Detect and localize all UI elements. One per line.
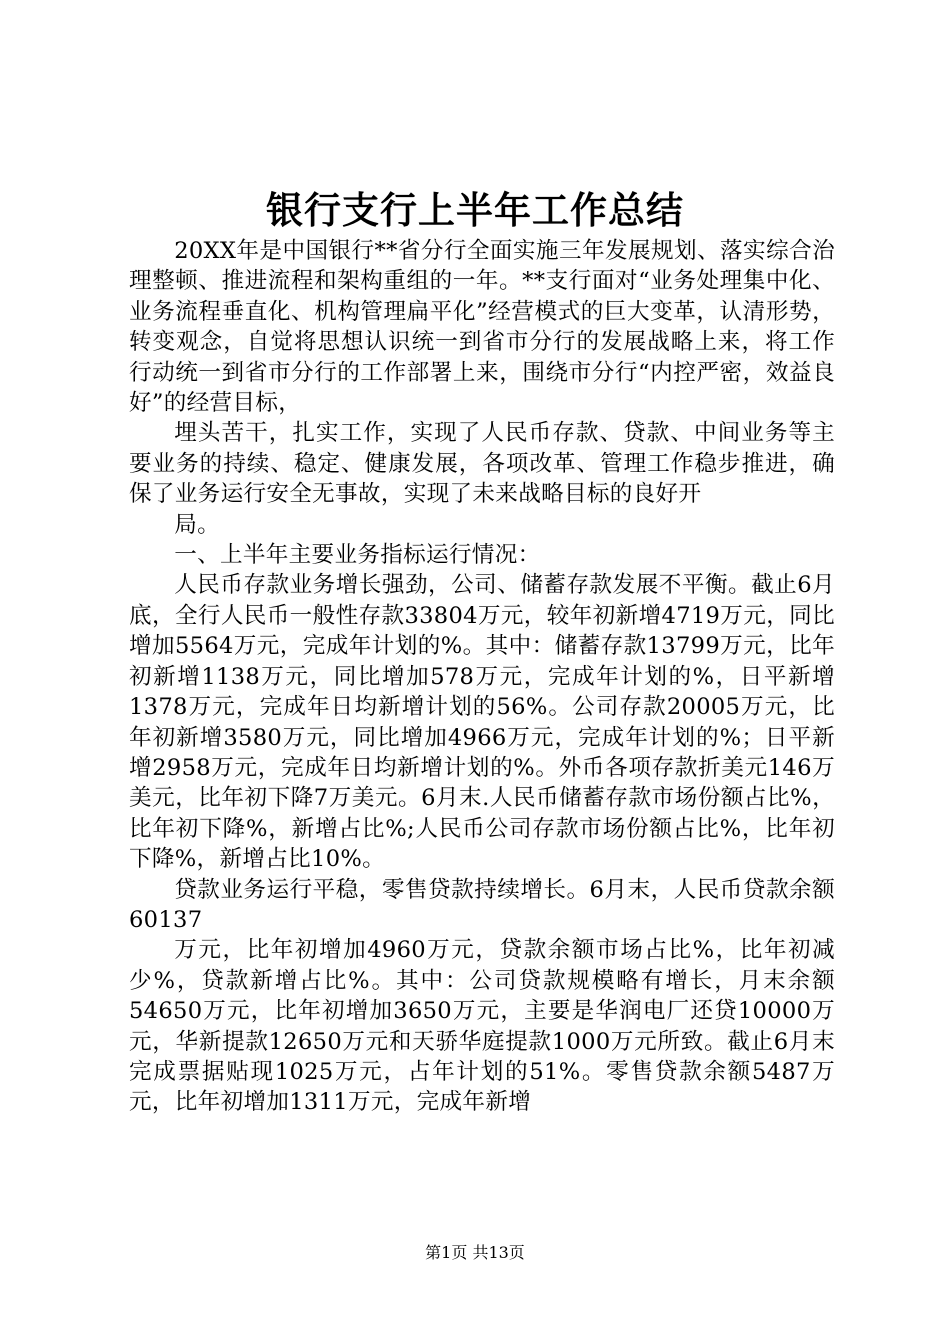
page-footer: 第1页 共13页 [425,1243,525,1262]
section-heading-indicators: 一、上半年主要业务指标运行情况： [174,542,541,569]
paragraph-deposits: 人民币存款业务增长强劲，公司、储蓄存款发展不平衡。截止6月底，全行人民币一般性存款33804万元，较年初新增4719万元，同比增加5564万元，完成年计划的%。其中：储蓄存款13799万元，比年初新增1138万元，同比增加578万元，完成年计划的%，日平新增1378万元，完成年日均新增计划的56%。公司存款20005万元，比年初新增3580万元，同比增加4966万元，完成年计划的%；日平新增2958万元，完成年日均新增计划的%。外币各项存款折美元146万美元，比年初下降7万美元。6月末.人民币储蓄存款市场份额占比%，比年初下降%，新增占比%;人民币公司存款市场份额占比%，比年初下降%，新增占比10%。 [129,572,835,873]
paragraph-loans-intro: 贷款业务运行平稳，零售贷款持续增长。6月末，人民币贷款余额60137 [129,876,835,933]
document-title: 银行支行上半年工作总结 [266,188,684,232]
paragraph-loans-detail: 万元，比年初增加4960万元，贷款余额市场占比%，比年初减少%，贷款新增占比%。其中：公司贷款规模略有增长，月末余额54650万元，比年初增加3650万元，主要是华润电厂还贷10000万元，华新提款12650万元和天骄华庭提款1000万元所致。截止6月末完成票据贴现1025万元，占年计划的51%。零售贷款余额5487万元，比年初增加1311万元，完成年新增 [129,937,835,1116]
paragraph-intro: 20XX年是中国银行**省分行全面实施三年发展规划、落实综合治理整顿、推进流程和架构重组的一年。**支行面对“业务处理集中化、业务流程垂直化、机构管理扁平化”经营模式的巨大变革，认清形势，转变观念，自觉将思想认识统一到省市分行的发展战略上来，将工作行动统一到省市分行的工作部署上来，围绕市分行“内控严密，效益良好”的经营目标， [129,238,835,417]
document-body [129,236,835,1118]
paragraph-continuation: 局。 [174,511,220,538]
paragraph-achievements: 埋头苦干，扎实工作，实现了人民币存款、贷款、中间业务等主要业务的持续、稳定、健康发展，各项改革、管理工作稳步推进，确保了业务运行安全无事故，实现了未来战略目标的良好开 [129,420,835,508]
